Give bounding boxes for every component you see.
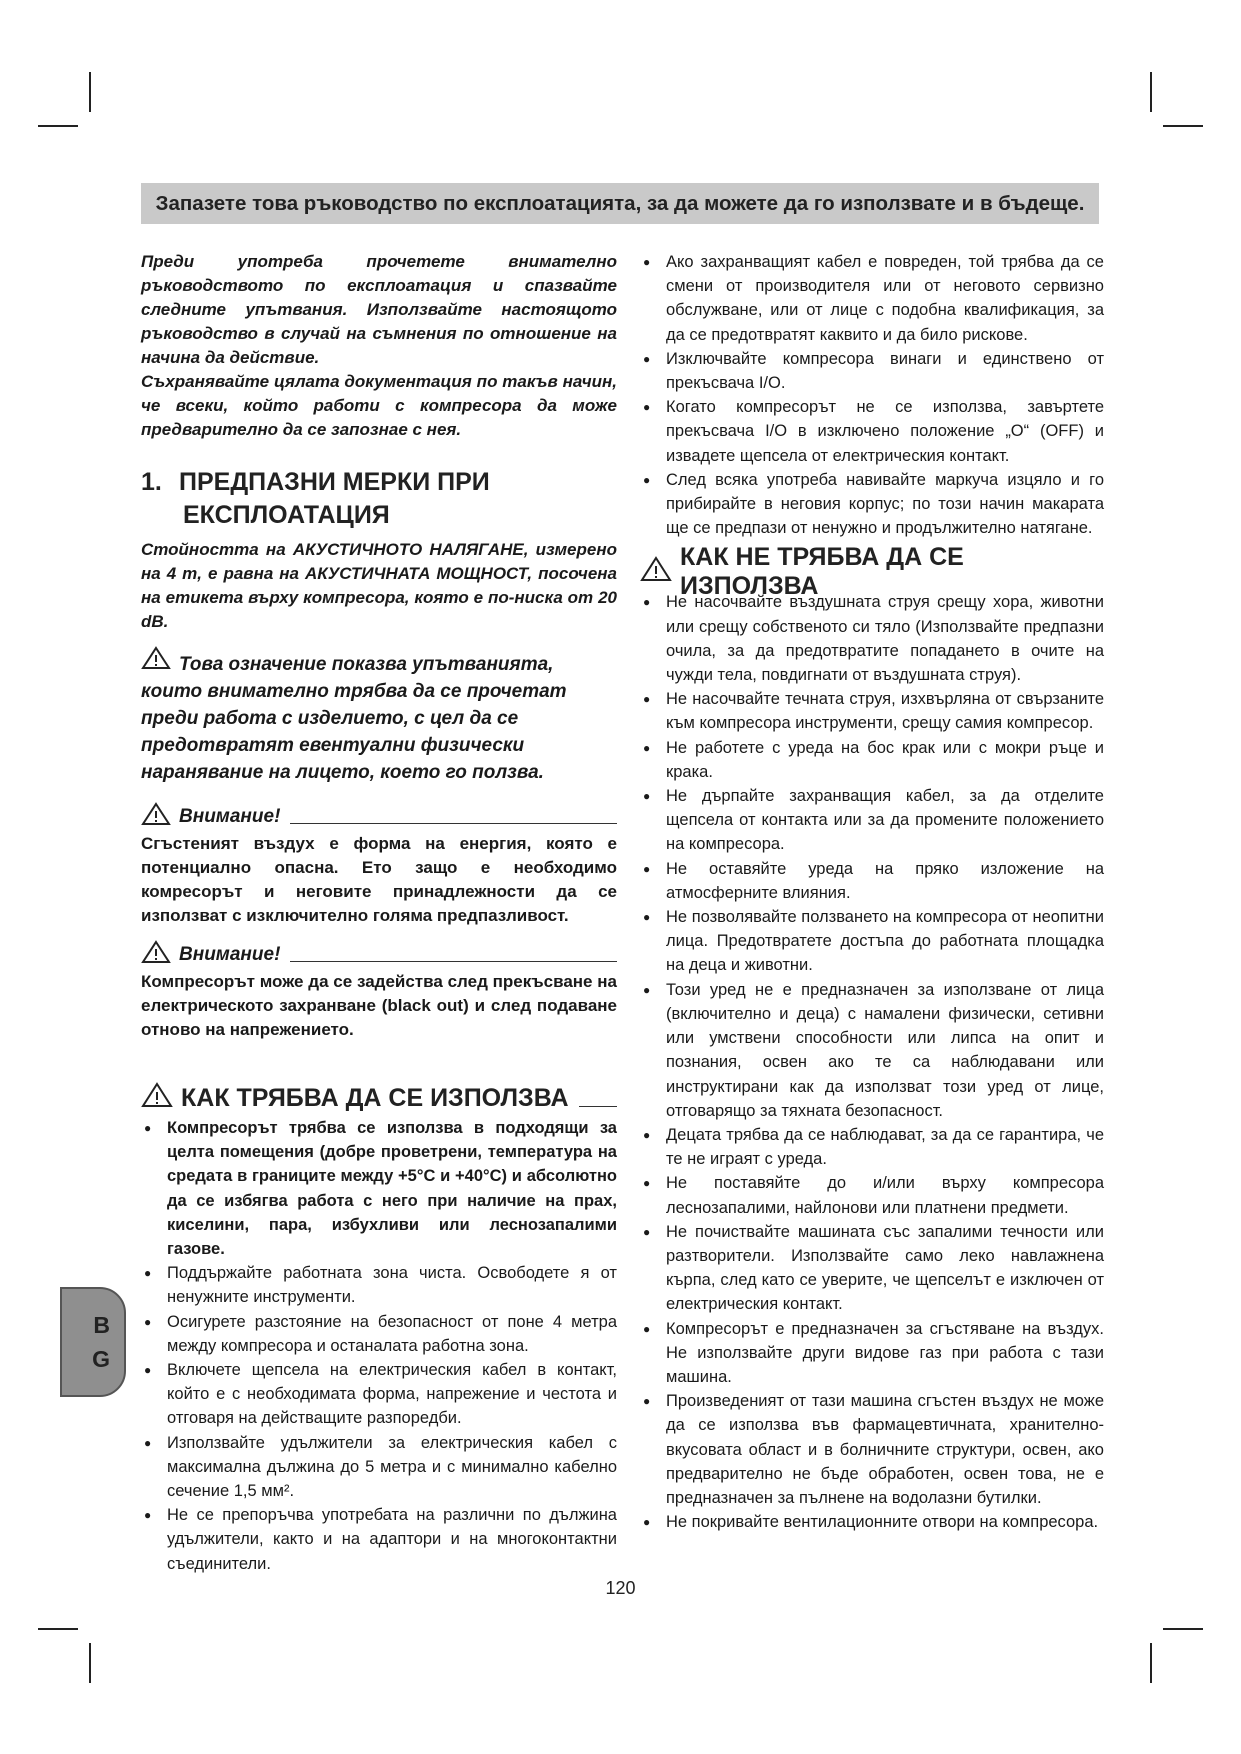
safety-list [640, 250, 1104, 540]
list-item: ● Не се препоръчва употребата на различни по дължина удължители, както и на адаптори и на многоконтактни съединители. [141, 1503, 617, 1576]
list-item: ● Не оставяйте уреда на пряко изложение на атмосферните влияния. [640, 857, 1104, 905]
list-item: ● Не насочвайте течната струя, изхвърляна от свързаните към компресора инструменти, срещу самия компресор. [640, 687, 1104, 735]
list-item: ● Включете щепсела на електрическия кабел в контакт, който е с необходимата форма, напрежение и честота и отговаря на действащите разпоредби. [141, 1358, 617, 1431]
intro-paragraph-2: Съхранявайте цялата документация по такъв начин, че всеки, който работи с компресора да може предварително да се запознае с нея. [141, 372, 617, 439]
list-item: ● Не дърпайте захранващия кабел, за да отделите щепсела от контакта или за да промените положението на компресора. [640, 784, 1104, 857]
page-number: 120 [605, 1578, 636, 1598]
list-item: ● Осигурете разстояние на безопасност от поне 4 метра между компресора и останалата работна зона. [141, 1310, 617, 1358]
crop-mark [1163, 125, 1203, 127]
section-number: 1. [141, 468, 162, 496]
list-item: ● Използвайте удължители за електрическия кабел с максимална дължина до 5 метра и с минимално кабелно сечение 1,5 мм². [141, 1431, 617, 1504]
section-heading [141, 466, 617, 532]
warning-triangle-icon [141, 1082, 173, 1115]
attention-heading [141, 802, 617, 832]
how-not-list [640, 590, 1104, 1534]
intro-paragraph: Преди употреба прочетете внимателно ръководството по експлоатация и спазвайте следните упътвания. Използвайте настоящото ръководство в случай на съмнения по отношение на начина да действие. [141, 252, 617, 367]
crop-mark [89, 1643, 91, 1683]
header-banner: Запазете това ръководство по експлоатацията, за да можете да го използвате и в бъдеще. [141, 183, 1099, 224]
warning-triangle-icon [640, 556, 672, 589]
warning-triangle-icon [141, 940, 171, 970]
section-title-line2: ЕКСПЛОАТАЦИЯ [183, 501, 390, 529]
list-item: ● Не насочвайте въздушната струя срещу хора, животни или срещу собственото си тяло (Използвайте предпазни очила, за да предотвратите попадането в очите на чужди тела, повдигнати от въздушната струя). [640, 590, 1104, 687]
list-item: ● Не позволявайте ползването на компресора от неопитни лица. Предотвратете достъпа до работната площадка на деца и животни. [640, 905, 1104, 978]
list-item: ● Компресорът е предназначен за сгъстяване на въздух. Не използвайте други видове газ при работа с тази машина. [640, 1317, 1104, 1390]
crop-mark [1150, 1643, 1152, 1683]
how-to-use-heading [141, 1080, 617, 1116]
list-item: ● Не покривайте вентилационните отвори на компресора. [640, 1510, 1104, 1534]
crop-mark [89, 72, 91, 112]
list-item: ● Когато компресорът не се използва, завъртете прекъсвача I/O в изключено положение „O“ (OFF) и извадете щепсела от електрическия контакт. [640, 395, 1104, 468]
list-item: ● Ако захранващият кабел е повреден, той трябва да се смени от производителя или от неговото сервизно обслужване, или от лице с подобна квалификация, за да се предотвратят каквито и да било рискове. [640, 250, 1104, 347]
symbol-note [141, 646, 617, 786]
symbol-note-text: Това означение показва упътванията, които внимателно трябва да се прочетат преди работа с изделието, с цел да се предотвратят евентуални физически наранявание на лицето, което го ползва. [141, 654, 567, 783]
list-item: ● Изключвайте компресора винаги и единствено от прекъсвача I/O. [640, 347, 1104, 395]
list-item: ● Не поставяйте до и/или върху компресора леснозапалими, найлонови или платнени предмети. [640, 1171, 1104, 1219]
list-item: ● Не работете с уреда на бос крак или с мокри ръце и крака. [640, 736, 1104, 784]
left-column [141, 250, 617, 1576]
list-item: ● Произведеният от тази машина сгъстен въздух не може да се използва във фармацевтичната, хранително-вкусовата област и в болничните структури, освен, ако предварително не бъде обработен, освен това, не е предназначен за пълнене на водолазни бутилки. [640, 1389, 1104, 1510]
crop-mark [1163, 1628, 1203, 1630]
heading-rule [290, 823, 617, 824]
language-tab-letter: G [92, 1346, 110, 1372]
attention-text-2: Компресорът може да се задейства след прекъсване на електрическото захранване (black out) и след подаване отново на напрежението. [141, 972, 617, 1039]
crop-mark [38, 1628, 78, 1630]
attention-title-2: Внимание! [179, 944, 281, 965]
attention-title: Внимание! [179, 806, 281, 827]
list-item: ● Компресорът трябва се използва в подходящи за целта помещения (добре проветрени, температура на средата в границите между +5°C и +40°C) и абсолютно да се избягва работа с него при наличие на прах, киселини, пара, избухливи или леснозапалими газове. [141, 1116, 617, 1261]
section-title-line1: ПРЕДПАЗНИ МЕРКИ ПРИ [179, 468, 490, 496]
language-tab [60, 1287, 126, 1397]
list-item: ● Този уред не е предназначен за използване от лица (включително и деца) с намалени физически, сетивни или умствени способности или липса на опит и познания, освен ако те са наблюдавани или инструктирани как да използват този уред от лице, отговарящо за тяхната безопасност. [640, 978, 1104, 1123]
right-column [640, 250, 1104, 1534]
how-not-heading [640, 543, 1104, 601]
list-item: ● Не почиствайте машината със запалими течности или разтворители. Използвайте само леко навлажнена кърпа, след като се уверите, че щепселът е изключен от електрическия контакт. [640, 1220, 1104, 1317]
how-to-use-title: КАК ТРЯБВА ДА СЕ ИЗПОЛЗВА [181, 1083, 569, 1112]
heading-rule [290, 961, 617, 962]
crop-mark [38, 125, 78, 127]
list-item: ● Поддържайте работната зона чиста. Освободете я от ненужните инструменти. [141, 1261, 617, 1309]
warning-triangle-icon [141, 646, 171, 678]
attention-text: Сгъстеният въздух е форма на енергия, която е потенциално опасна. Ето защо е необходимо комресорът и неговите принадлежности да се използват с изключително голяма предпазливост. [141, 834, 617, 925]
how-not-title: КАК НЕ ТРЯБВА ДА СЕ ИЗПОЛЗВА [680, 543, 964, 601]
attention-heading-2 [141, 940, 617, 970]
heading-rule [579, 1106, 617, 1107]
warning-triangle-icon [141, 802, 171, 832]
language-tab-letter: B [93, 1312, 110, 1338]
noise-note: Стойността на АКУСТИЧНОТО НАЛЯГАНЕ, измерено на 4 m, е равна на АКУСТИЧНАТА МОЩНОСТ, посочена на етикета върху компресора, която е по-ниска от 20 dB. [141, 540, 617, 631]
list-item: ● Децата трябва да се наблюдават, за да се гарантира, че те не играят с уреда. [640, 1123, 1104, 1171]
crop-mark [1150, 72, 1152, 112]
how-to-use-list [141, 1116, 617, 1576]
list-item: ● След всяка употреба навивайте маркуча изцяло и го прибирайте в неговия корпус; по този начин макарата ще се предпази от ненужно и продължително натягане. [640, 468, 1104, 541]
